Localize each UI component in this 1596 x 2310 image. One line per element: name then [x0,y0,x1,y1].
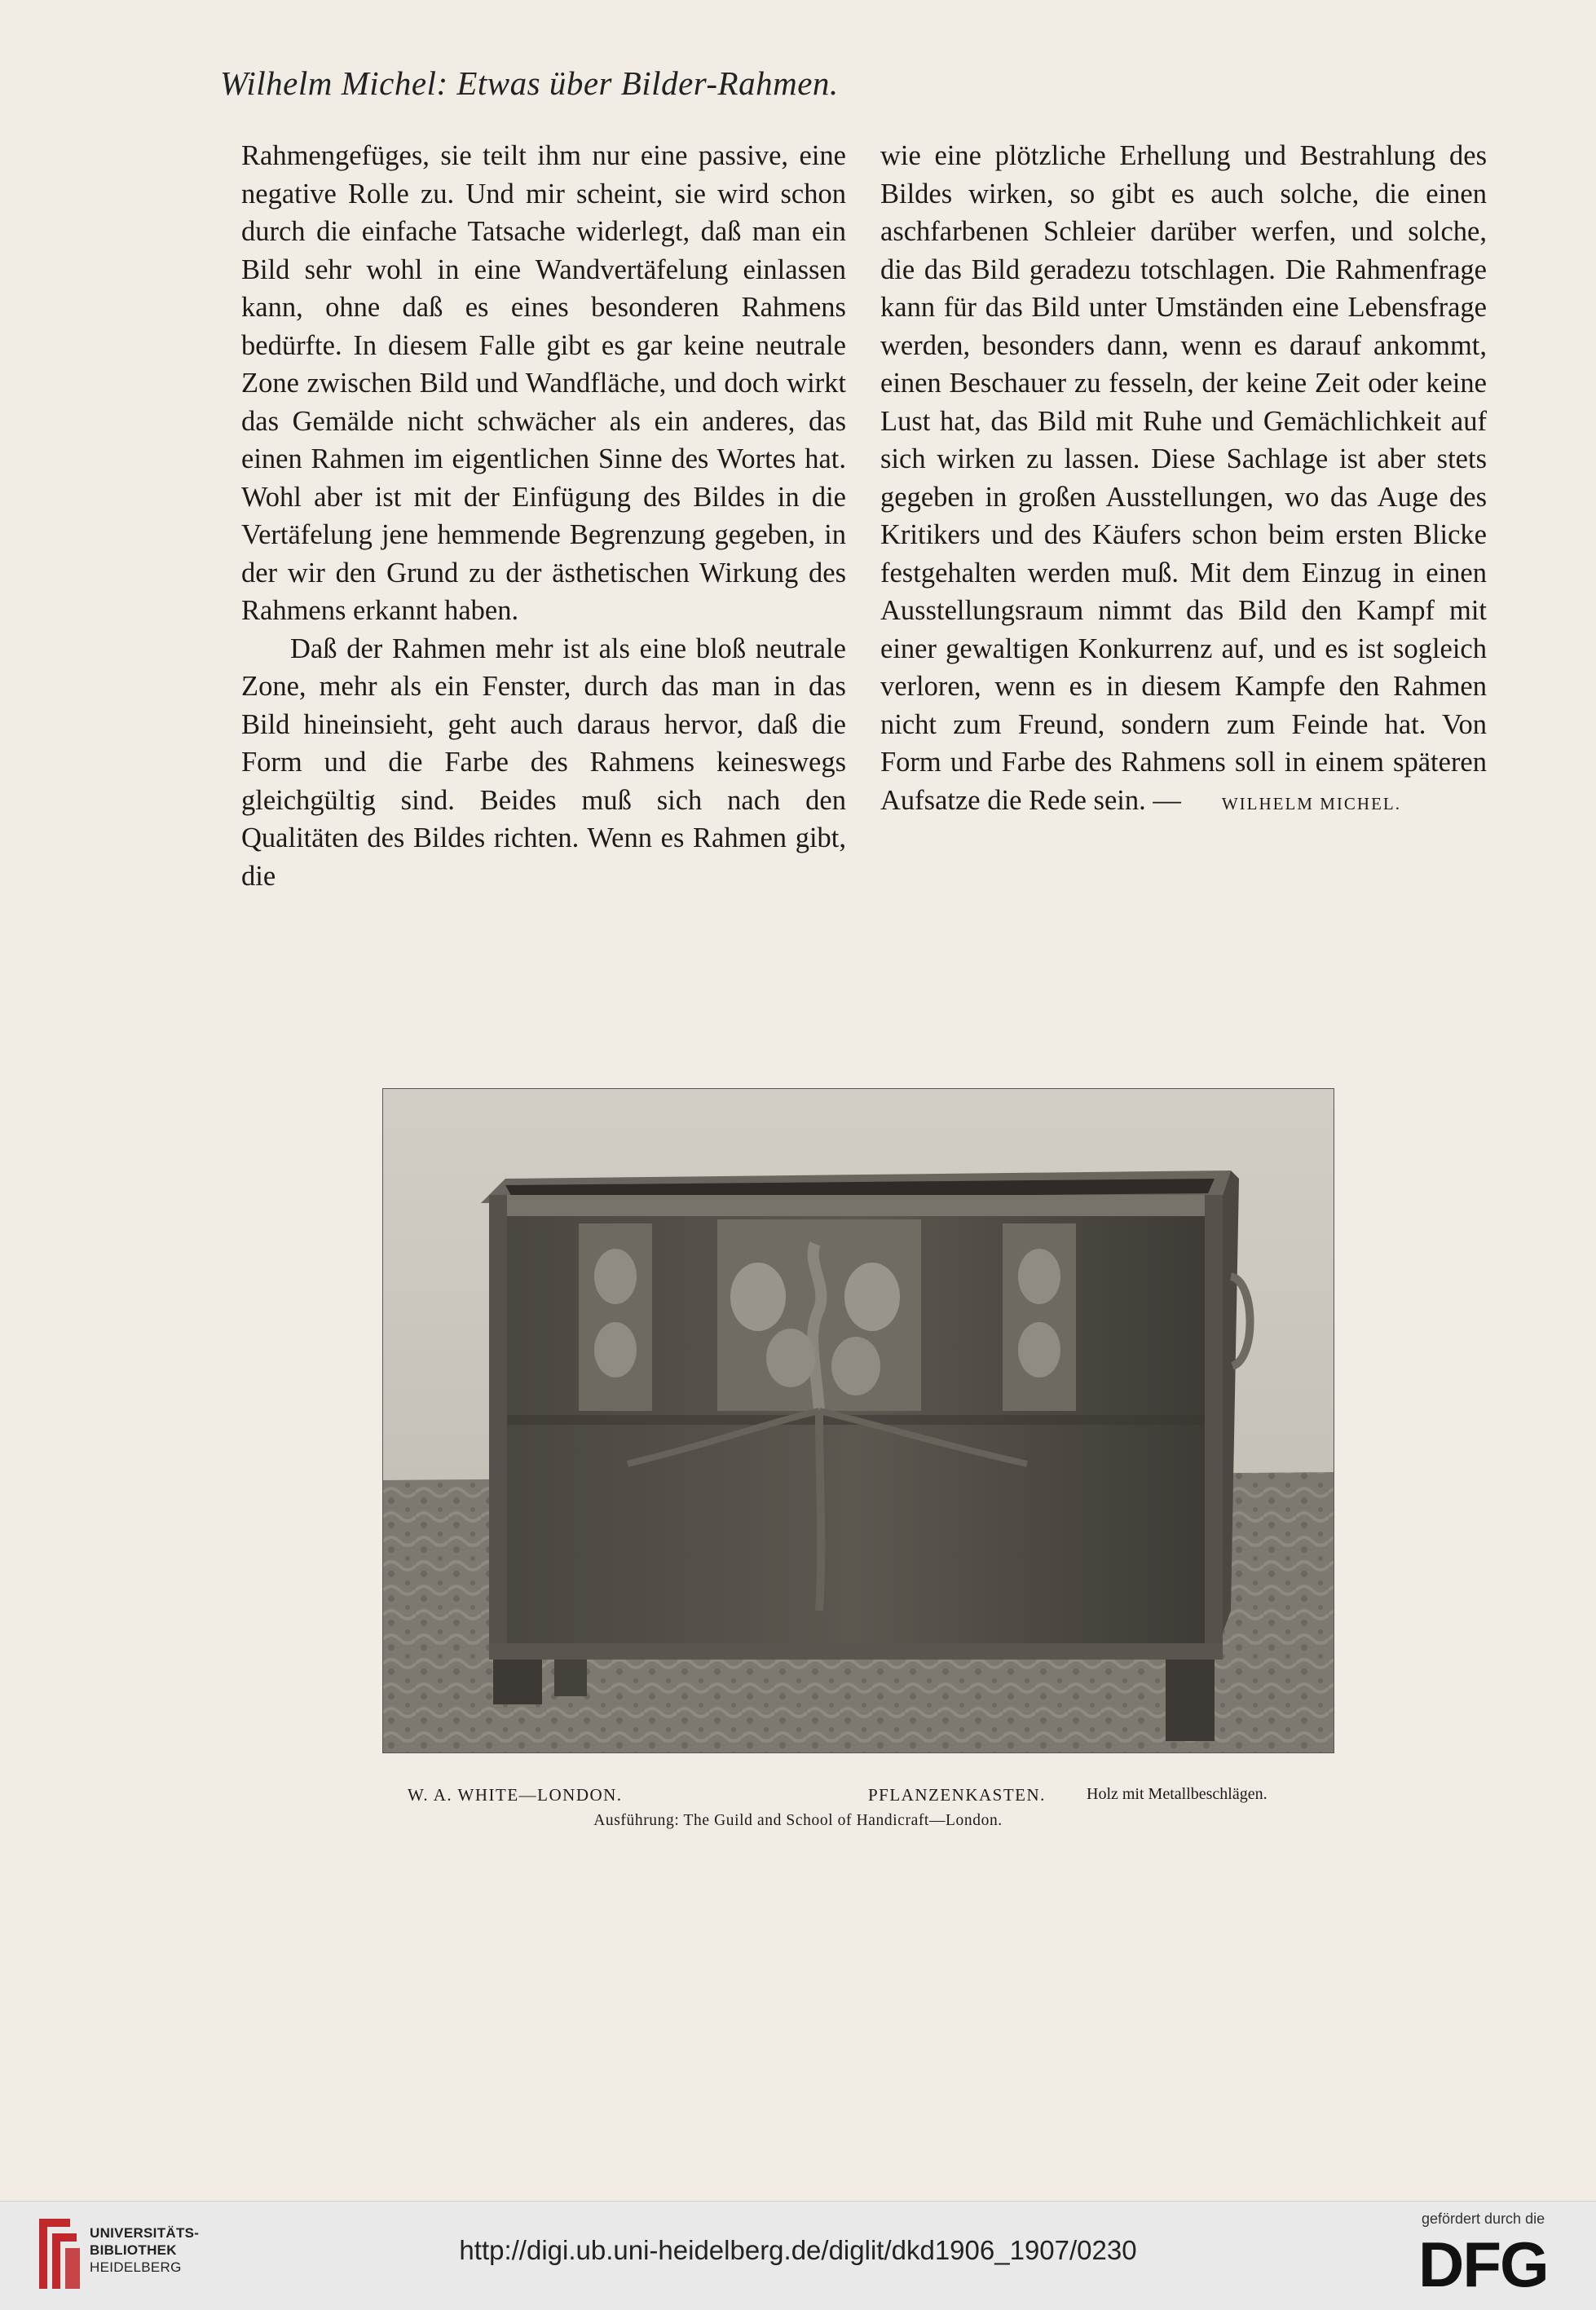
text-column-right [880,137,1487,822]
funding-label: gefördert durch die [1422,2211,1545,2227]
caption-object: PFLANZENKASTEN. [868,1785,1046,1805]
plant-box-photograph [382,1088,1334,1753]
dfg-logo: DFG [1418,2228,1548,2300]
permalink-url[interactable]: http://digi.ub.uni-heidelberg.de/diglit/dkd1906_1907/0230 [459,2235,1137,2265]
text-column-left [241,137,846,895]
author-signature: WILHELM MICHEL. [1221,793,1401,813]
paragraph [880,137,1487,822]
library-name-line: UNIVERSITÄTS- [90,2225,200,2241]
paragraph: Rahmengefüges, sie teilt ihm nur eine passive, eine negative Rolle zu. Und mir scheint, sie wird schon durch die einfache Tatsache widerlegt, daß man ein Bild sehr wohl in eine Wandvertäfelung einlassen kann, ohne daß es eines besonderen Rahmens bedürfte. In diesem Falle gibt es gar keine neutrale Zone zwischen Bild und Wandfläche, und doch wirkt das Gemälde nicht schwächer als ein anderes, das einen Rahmen im eigentlichen Sinne des Wortes hat. Wohl aber ist mit der Einfügung des Bildes in die Vertäfelung jene hemmende Begrenzung gegeben, in der wir den Grund zu der ästhetischen Wirkung des Rahmens erkannt haben. [241,140,846,626]
running-head: Wilhelm Michel: Etwas über Bilder-Rahmen. [220,64,839,102]
library-name-line: HEIDELBERG [90,2259,182,2275]
library-name-line: BIBLIOTHEK [90,2242,177,2258]
caption-execution: Ausführung: The Guild and School of Handicraft—London. [593,1812,1003,1829]
plant-box-illustration [383,1089,1334,1752]
caption-designer: W. A. WHITE—LONDON. [408,1785,623,1805]
paragraph: Daß der Rahmen mehr ist als eine bloß neutrale Zone, mehr als ein Fenster, durch das man in das Bild hineinsieht, geht auch daraus hervor, daß die Form und die Farbe des Rahmens keineswegs gleichgültig sind. Beides muß sich nach den Qualitäten des Bildes richten. Wenn es Rahmen gibt, die [241,633,846,892]
caption-material: Holz mit Metallbeschlägen. [1087,1785,1268,1803]
paragraph-text: wie eine plötzliche Erhellung und Bestrahlung des Bildes wirken, so gibt es auch solche, die einen aschfarbenen Schleier darüber werfen, und solche, die das Bild geradezu totschlagen. Die Rahmenfrage kann für das Bild unter Umständen eine Lebensfrage werden, besonders dann, wenn es darauf ankommt, einen Beschauer zu fesseln, der keine Zeit oder keine Lust hat, das Bild mit Ruhe und Gemächlichkeit auf sich wirken zu lassen. Diese Sachlage ist aber stets gegeben in großen Ausstellungen, wo das Auge des Kritikers und des Käufers schon beim ersten Blicke festgehalten werden muß. Mit dem Einzug in einen Ausstellungsraum nimmt das Bild den Kampf mit einer gewaltigen Konkurrenz auf, und es ist sogleich verloren, wenn es in diesem Kampfe den Rahmen nicht zum Freund, sondern zum Feinde hat. Von Form und Farbe des Rahmens soll in einem späteren Aufsatze die Rede sein. — [880,140,1487,816]
